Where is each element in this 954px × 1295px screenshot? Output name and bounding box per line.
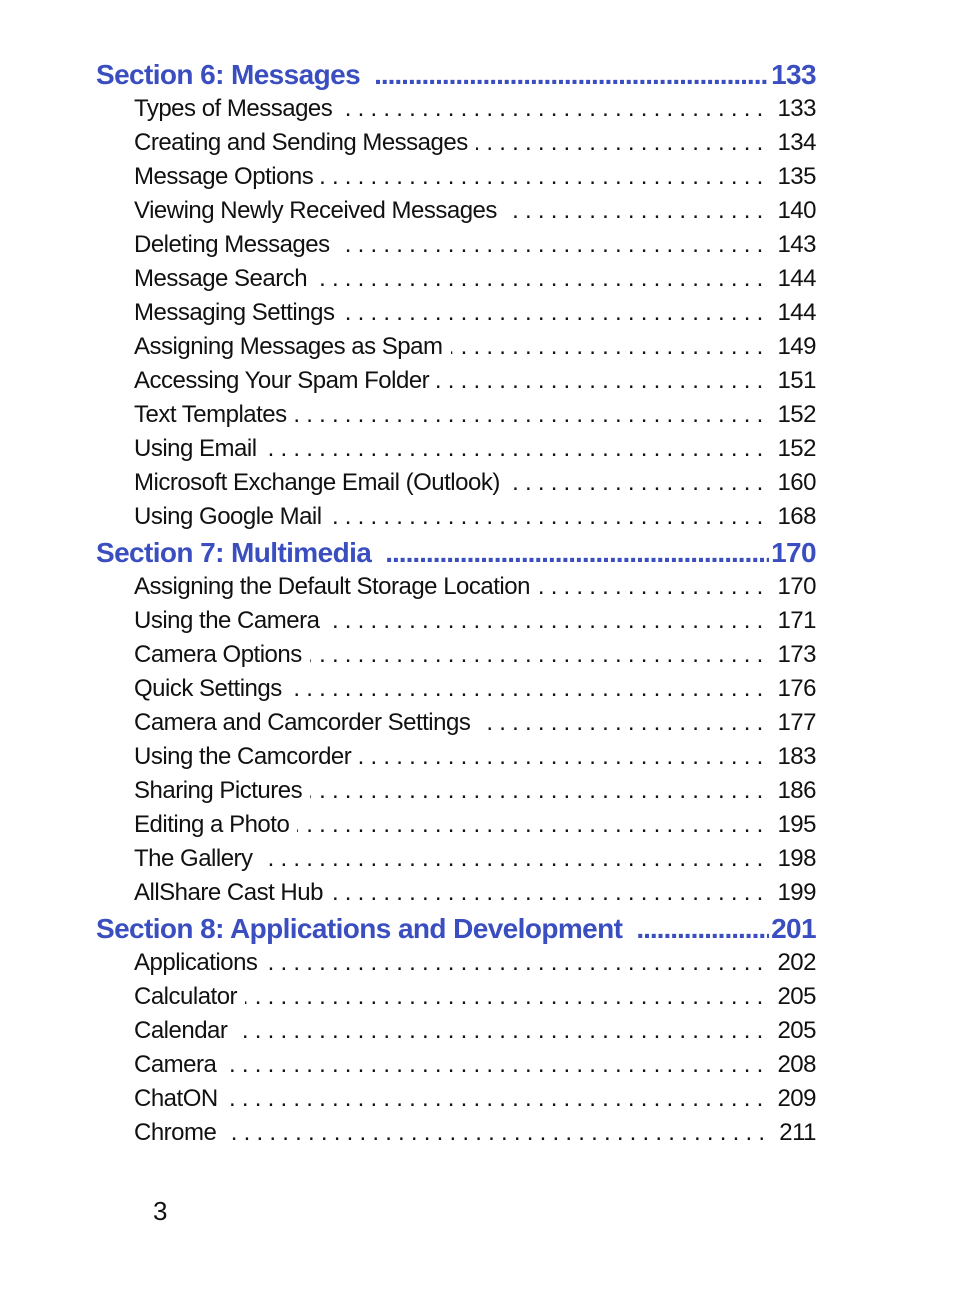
entry-page-number: 199 xyxy=(777,879,816,906)
entry-page-number: 173 xyxy=(777,641,816,668)
entry-title: The Gallery xyxy=(134,845,253,872)
dot-leader xyxy=(224,1119,771,1147)
section-page-number: 170 xyxy=(771,537,816,568)
toc-entry[interactable] xyxy=(134,1119,816,1153)
entry-title: Message Search xyxy=(134,265,308,292)
entry-page-number: 176 xyxy=(777,675,816,702)
section-title: Section 6: Messages xyxy=(96,59,361,90)
dot-leader xyxy=(321,163,769,191)
entry-page-number: 205 xyxy=(777,983,816,1010)
toc-entry[interactable] xyxy=(134,1051,816,1085)
entry-page-number: 140 xyxy=(777,197,816,224)
dot-leader xyxy=(451,333,770,361)
section-page-number: 133 xyxy=(771,59,816,90)
toc-entry[interactable] xyxy=(134,1085,816,1119)
dot-leader xyxy=(310,641,770,669)
entry-title: Editing a Photo xyxy=(134,811,290,838)
dot-leader xyxy=(224,1051,769,1079)
table-of-contents xyxy=(96,59,816,1153)
entry-title: Camera and Camcorder Settings xyxy=(134,709,471,736)
dot-leader xyxy=(385,537,769,569)
entry-title: Using Email xyxy=(134,435,257,462)
entry-title: ChatON xyxy=(134,1085,218,1112)
dot-leader xyxy=(265,949,769,977)
entry-page-number: 135 xyxy=(777,163,816,190)
toc-entry[interactable] xyxy=(134,299,816,333)
toc-entry[interactable] xyxy=(134,675,816,709)
toc-entry[interactable] xyxy=(134,641,816,675)
entry-page-number: 144 xyxy=(777,265,816,292)
entry-page-number: 170 xyxy=(777,573,816,600)
dot-leader xyxy=(374,59,769,91)
entry-page-number: 208 xyxy=(777,1051,816,1078)
entry-title: Deleting Messages xyxy=(134,231,330,258)
dot-leader xyxy=(636,913,769,945)
entry-page-number: 152 xyxy=(777,435,816,462)
entry-title: Message Options xyxy=(134,163,314,190)
toc-section-heading[interactable] xyxy=(96,913,816,949)
entry-title: Assigning Messages as Spam xyxy=(134,333,443,360)
entry-title: Applications xyxy=(134,949,258,976)
toc-entry[interactable] xyxy=(134,469,816,503)
toc-section-heading[interactable] xyxy=(96,537,816,573)
entry-title: Camera Options xyxy=(134,641,302,668)
section-page-number: 201 xyxy=(771,913,816,944)
dot-leader xyxy=(327,607,769,635)
entry-page-number: 152 xyxy=(777,401,816,428)
dot-leader xyxy=(505,197,770,225)
entry-title: Calculator xyxy=(134,983,238,1010)
toc-entry[interactable] xyxy=(134,197,816,231)
section-title: Section 8: Applications and Development xyxy=(96,913,623,944)
dot-leader xyxy=(265,435,770,463)
entry-title: Viewing Newly Received Messages xyxy=(134,197,497,224)
entry-page-number: 211 xyxy=(779,1119,816,1146)
dot-leader xyxy=(359,743,769,771)
dot-leader xyxy=(295,401,770,429)
dot-leader xyxy=(315,265,769,293)
toc-entry[interactable] xyxy=(134,435,816,469)
dot-leader xyxy=(290,675,770,703)
toc-entry[interactable] xyxy=(134,983,816,1017)
dot-leader xyxy=(310,777,769,805)
entry-page-number: 143 xyxy=(777,231,816,258)
entry-page-number: 144 xyxy=(777,299,816,326)
dot-leader xyxy=(226,1085,770,1113)
entry-title: Calendar xyxy=(134,1017,228,1044)
entry-page-number: 198 xyxy=(777,845,816,872)
entry-title: Sharing Pictures xyxy=(134,777,303,804)
toc-entry[interactable] xyxy=(134,845,816,879)
toc-entry[interactable] xyxy=(134,231,816,265)
entry-page-number: 168 xyxy=(777,503,816,530)
dot-leader xyxy=(437,367,769,395)
entry-page-number: 134 xyxy=(777,129,816,156)
dot-leader xyxy=(342,299,769,327)
dot-leader xyxy=(331,879,770,907)
dot-leader xyxy=(297,811,769,839)
dot-leader xyxy=(508,469,770,497)
toc-entry[interactable] xyxy=(134,777,816,811)
entry-title: Using Google Mail xyxy=(134,503,322,530)
toc-entry[interactable] xyxy=(134,811,816,845)
entry-page-number: 205 xyxy=(777,1017,816,1044)
dot-leader xyxy=(245,983,769,1011)
entry-page-number: 195 xyxy=(777,811,816,838)
entry-page-number: 183 xyxy=(777,743,816,770)
entry-page-number: 151 xyxy=(777,367,816,394)
entry-page-number: 149 xyxy=(777,333,816,360)
toc-entry[interactable] xyxy=(134,163,816,197)
entry-page-number: 160 xyxy=(777,469,816,496)
dot-leader xyxy=(338,231,770,259)
entry-title: Quick Settings xyxy=(134,675,282,702)
entry-title: AllShare Cast Hub xyxy=(134,879,323,906)
entry-title: Using the Camera xyxy=(134,607,320,634)
dot-leader xyxy=(330,503,770,531)
entry-title: Creating and Sending Messages xyxy=(134,129,468,156)
toc-entry[interactable] xyxy=(134,333,816,367)
toc-entry[interactable] xyxy=(134,367,816,401)
entry-page-number: 177 xyxy=(777,709,816,736)
entry-title: Text Templates xyxy=(134,401,287,428)
entry-title: Types of Messages xyxy=(134,95,333,122)
toc-entry[interactable] xyxy=(134,401,816,435)
toc-entry[interactable] xyxy=(134,709,816,743)
toc-entry[interactable] xyxy=(134,95,816,129)
toc-entry[interactable] xyxy=(134,879,816,913)
toc-entry[interactable] xyxy=(134,129,816,163)
toc-entry[interactable] xyxy=(134,1017,816,1051)
entry-page-number: 171 xyxy=(777,607,816,634)
entry-title: Chrome xyxy=(134,1119,217,1146)
dot-leader xyxy=(261,845,770,873)
section-title: Section 7: Multimedia xyxy=(96,537,372,568)
dot-leader xyxy=(340,95,769,123)
dot-leader xyxy=(235,1017,769,1045)
toc-entry[interactable] xyxy=(134,743,816,777)
entry-title: Messaging Settings xyxy=(134,299,335,326)
entry-page-number: 186 xyxy=(777,777,816,804)
toc-section-heading[interactable] xyxy=(96,59,816,95)
dot-leader xyxy=(538,573,770,601)
entry-page-number: 209 xyxy=(777,1085,816,1112)
entry-title: Assigning the Default Storage Location xyxy=(134,573,530,600)
entry-page-number: 133 xyxy=(777,95,816,122)
toc-entry[interactable] xyxy=(134,607,816,641)
toc-entry[interactable] xyxy=(134,265,816,299)
page-number: 3 xyxy=(153,1196,168,1226)
entry-title: Using the Camcorder xyxy=(134,743,352,770)
toc-entry[interactable] xyxy=(134,573,816,607)
entry-page-number: 202 xyxy=(777,949,816,976)
toc-entry[interactable] xyxy=(134,503,816,537)
entry-title: Accessing Your Spam Folder xyxy=(134,367,430,394)
entry-title: Microsoft Exchange Email (Outlook) xyxy=(134,469,500,496)
entry-title: Camera xyxy=(134,1051,217,1078)
toc-entry[interactable] xyxy=(134,949,816,983)
dot-leader xyxy=(478,709,769,737)
dot-leader xyxy=(476,129,770,157)
